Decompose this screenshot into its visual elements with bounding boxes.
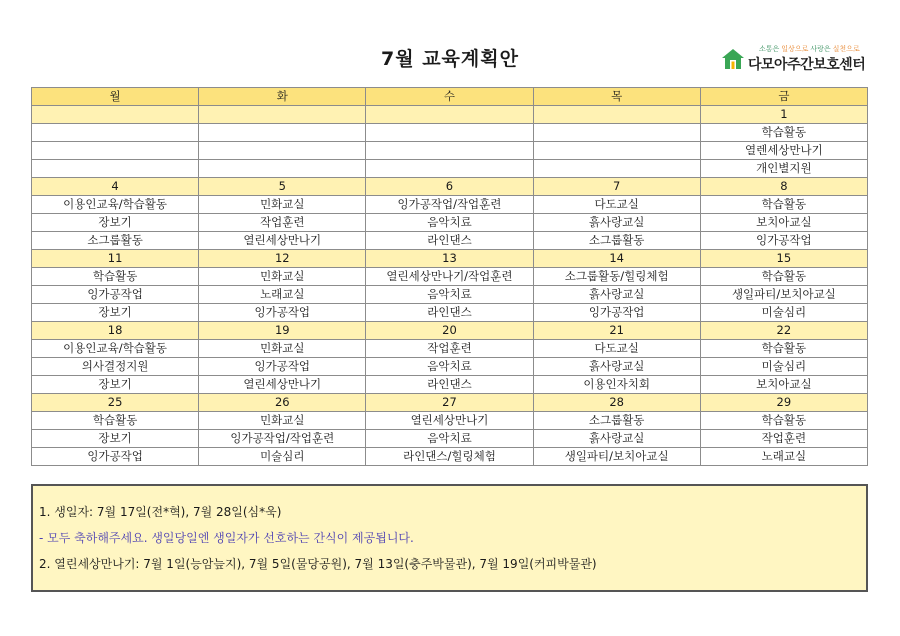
activity-cell: 열린세상만나기	[199, 376, 366, 394]
page-title: 7월 교육계획안	[381, 48, 519, 70]
weekday-header: 수	[366, 88, 533, 106]
activity-cell: 작업훈련	[199, 214, 366, 232]
date-cell: 21	[533, 322, 700, 340]
activity-cell: 개인별지원	[700, 160, 867, 178]
date-row	[32, 106, 868, 124]
activity-cell: 학습활동	[32, 412, 199, 430]
center-logo	[721, 42, 871, 72]
activity-cell: 노래교실	[199, 286, 366, 304]
activity-row	[32, 358, 868, 376]
date-cell: 4	[32, 178, 199, 196]
date-cell: 8	[700, 178, 867, 196]
logo-slogan	[759, 44, 862, 54]
activity-cell: 음악치료	[366, 214, 533, 232]
activity-row	[32, 160, 868, 178]
activity-cell: 열린세상만나기/작업훈련	[366, 268, 533, 286]
activity-cell: 장보기	[32, 304, 199, 322]
activity-cell: 흙사랑교실	[533, 286, 700, 304]
activity-cell: 장보기	[32, 376, 199, 394]
weekday-header-row	[32, 88, 868, 106]
activity-cell: 학습활동	[700, 340, 867, 358]
activity-cell: 보치아교실	[700, 376, 867, 394]
activity-cell: 흙사랑교실	[533, 358, 700, 376]
weekday-header: 월	[32, 88, 199, 106]
activity-cell: 생일파티/보치아교실	[700, 286, 867, 304]
activity-row	[32, 430, 868, 448]
date-cell: 14	[533, 250, 700, 268]
activity-row	[32, 232, 868, 250]
slogan-word: 실천으로	[832, 45, 860, 53]
activity-cell: 잉가공작업	[199, 358, 366, 376]
date-row	[32, 178, 868, 196]
activity-cell: 잉가공작업	[32, 286, 199, 304]
date-cell	[32, 106, 199, 124]
date-cell: 7	[533, 178, 700, 196]
activity-cell	[32, 160, 199, 178]
activity-cell: 잉가공작업	[700, 232, 867, 250]
center-name: 다모아주간보호센터	[748, 57, 866, 73]
date-cell: 1	[700, 106, 867, 124]
activity-cell: 잉가공작업	[32, 448, 199, 466]
date-row	[32, 322, 868, 340]
activity-cell: 열린세상만나기	[199, 232, 366, 250]
activity-cell: 이용인자치회	[533, 376, 700, 394]
date-cell: 15	[700, 250, 867, 268]
birthday-note: 1. 생일자: 7월 17일(전*혁), 7월 28일(심*욱)	[39, 505, 282, 519]
date-cell: 19	[199, 322, 366, 340]
activity-row	[32, 214, 868, 232]
date-cell: 6	[366, 178, 533, 196]
activity-cell: 소그룹활동	[533, 232, 700, 250]
activity-cell	[533, 142, 700, 160]
schedule-table	[31, 87, 868, 466]
weekday-header: 목	[533, 88, 700, 106]
activity-cell: 라인댄스/힐링체험	[366, 448, 533, 466]
house-icon	[721, 48, 745, 70]
date-row	[32, 394, 868, 412]
date-cell: 22	[700, 322, 867, 340]
activity-row	[32, 286, 868, 304]
activity-cell	[366, 124, 533, 142]
activity-cell: 잉가공작업/작업훈련	[199, 430, 366, 448]
activity-cell: 장보기	[32, 214, 199, 232]
date-cell: 20	[366, 322, 533, 340]
weekday-header: 금	[700, 88, 867, 106]
activity-cell: 이용인교육/학습활동	[32, 196, 199, 214]
activity-cell	[199, 124, 366, 142]
activity-cell: 다도교실	[533, 196, 700, 214]
activity-cell: 흙사랑교실	[533, 214, 700, 232]
activity-row	[32, 124, 868, 142]
activity-cell: 작업훈련	[366, 340, 533, 358]
activity-cell	[366, 142, 533, 160]
date-row	[32, 250, 868, 268]
activity-row	[32, 196, 868, 214]
slogan-word: 일상으로	[781, 45, 809, 53]
slogan-word: 사랑은	[810, 45, 831, 53]
date-cell: 27	[366, 394, 533, 412]
activity-cell: 민화교실	[199, 412, 366, 430]
activity-cell: 이용인교육/학습활동	[32, 340, 199, 358]
activity-cell: 라인댄스	[366, 376, 533, 394]
date-cell: 5	[199, 178, 366, 196]
activity-cell: 학습활동	[700, 412, 867, 430]
activity-cell: 라인댄스	[366, 304, 533, 322]
activity-row	[32, 142, 868, 160]
activity-row	[32, 268, 868, 286]
activity-cell	[533, 160, 700, 178]
activity-row	[32, 376, 868, 394]
activity-cell	[199, 160, 366, 178]
activity-cell: 학습활동	[700, 196, 867, 214]
activity-cell: 민화교실	[199, 340, 366, 358]
activity-cell	[366, 160, 533, 178]
activity-cell: 미술심리	[199, 448, 366, 466]
activity-row	[32, 340, 868, 358]
activity-cell	[199, 142, 366, 160]
activity-cell	[32, 142, 199, 160]
activity-row	[32, 448, 868, 466]
notes-box	[31, 484, 868, 592]
activity-cell: 보치아교실	[700, 214, 867, 232]
activity-cell: 노래교실	[700, 448, 867, 466]
date-cell: 18	[32, 322, 199, 340]
activity-cell: 소그룹활동/힐링체험	[533, 268, 700, 286]
activity-row	[32, 412, 868, 430]
date-cell: 29	[700, 394, 867, 412]
activity-cell: 잉가공작업/작업훈련	[366, 196, 533, 214]
outing-note: 2. 열린세상만나기: 7월 1일(능암늪지), 7월 5일(물당공원), 7월 13일(충주박물관), 7월 19일(커피박물관)	[39, 557, 597, 571]
activity-cell: 열린세상만나기	[366, 412, 533, 430]
activity-cell: 미술심리	[700, 358, 867, 376]
date-cell	[366, 106, 533, 124]
activity-cell: 음악치료	[366, 430, 533, 448]
activity-cell: 라인댄스	[366, 232, 533, 250]
activity-cell	[32, 124, 199, 142]
date-cell: 28	[533, 394, 700, 412]
activity-cell: 흙사랑교실	[533, 430, 700, 448]
activity-cell: 소그룹활동	[533, 412, 700, 430]
activity-cell: 잉가공작업	[199, 304, 366, 322]
activity-cell: 민화교실	[199, 268, 366, 286]
activity-cell: 작업훈련	[700, 430, 867, 448]
activity-cell: 장보기	[32, 430, 199, 448]
activity-cell: 열렌세상만나기	[700, 142, 867, 160]
activity-cell	[533, 124, 700, 142]
date-cell	[199, 106, 366, 124]
activity-cell: 학습활동	[700, 268, 867, 286]
date-cell: 13	[366, 250, 533, 268]
date-cell: 11	[32, 250, 199, 268]
activity-cell: 다도교실	[533, 340, 700, 358]
activity-cell: 학습활동	[32, 268, 199, 286]
slogan-word: 소통은	[759, 45, 780, 53]
activity-cell: 미술심리	[700, 304, 867, 322]
activity-row	[32, 304, 868, 322]
date-cell: 25	[32, 394, 199, 412]
activity-cell: 생일파티/보치아교실	[533, 448, 700, 466]
activity-cell: 학습활동	[700, 124, 867, 142]
activity-cell: 음악치료	[366, 286, 533, 304]
activity-cell: 음악치료	[366, 358, 533, 376]
activity-cell: 소그룹활동	[32, 232, 199, 250]
date-cell: 26	[199, 394, 366, 412]
date-cell	[533, 106, 700, 124]
activity-cell: 의사결정지원	[32, 358, 199, 376]
weekday-header: 화	[199, 88, 366, 106]
activity-cell: 민화교실	[199, 196, 366, 214]
activity-cell: 잉가공작업	[533, 304, 700, 322]
date-cell: 12	[199, 250, 366, 268]
birthday-message: - 모두 축하해주세요. 생일당일엔 생일자가 선호하는 간식이 제공됩니다.	[39, 531, 414, 545]
